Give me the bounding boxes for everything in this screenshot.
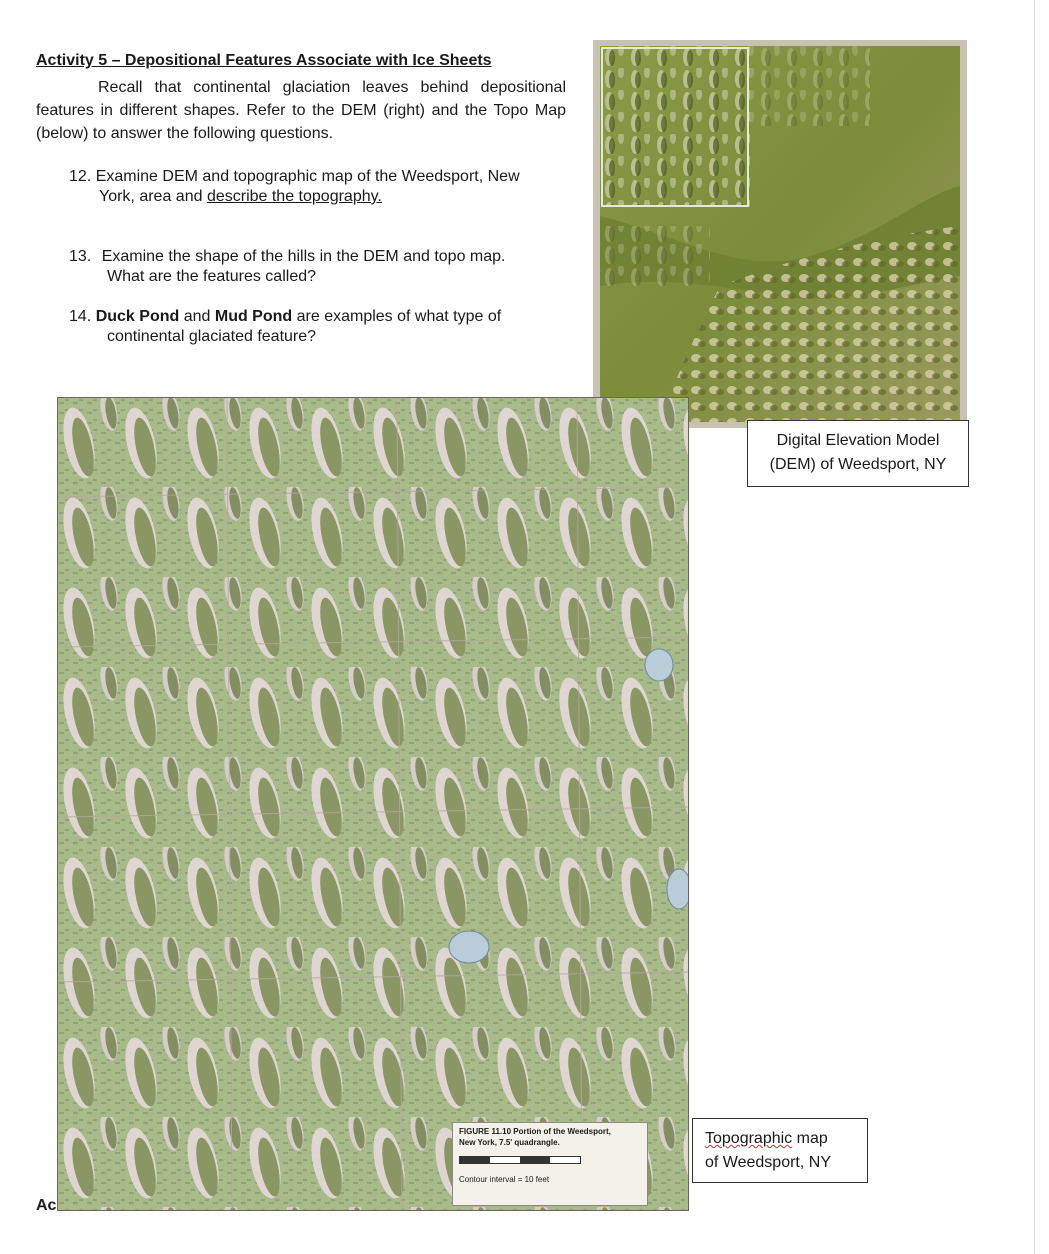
map-figure-legend [452,1122,648,1206]
dem-caption [747,420,969,487]
legend-title: FIGURE 11.10 Portion of the Weedsport, [459,1127,611,1136]
dem-caption-line1: Digital Elevation Model [776,432,940,449]
question-text: continental glaciated feature? [107,328,317,345]
question-text: What are the features called? [107,268,317,285]
question-text: Examine DEM and topographic map of the Weedsport, New [95,168,520,185]
question-12 [69,167,589,207]
question-14: 14. Duck Pond and Mud Pond are examples of what type of continental glaciated feature? [69,307,589,347]
question-number: 12. [69,168,92,185]
topographic-map-image [57,397,689,1211]
topo-relief-image [57,397,689,1211]
question-text: Examine the shape of the hills in the DEM and topo map. [101,248,506,265]
activity-heading: Activity 5 – Depositional Features Associate with Ice Sheets [36,52,492,69]
legend-subtitle: New York, 7.5' quadrangle. [459,1138,560,1147]
dem-relief-image [600,46,960,422]
next-activity-heading-partial: Ac [36,1197,57,1214]
contour-interval: Contour interval = 10 feet [459,1175,550,1184]
topographic-word: Topographic [705,1130,793,1147]
dem-image [593,40,967,428]
question-text: York, area and [99,188,207,205]
scale-bar [459,1156,581,1164]
intro-text: Recall that continental glaciation leaves behind depositional features in different shapes. Refer to the DEM (right) and the Topo Map (below) to answer the following questions. [36,79,566,142]
describe-topography-link: describe the topography. [206,188,382,205]
question-number: 13. [69,248,92,265]
dem-caption-line2: (DEM) of Weedsport, NY [769,456,947,473]
duck-pond-label: Duck Pond [95,308,180,325]
activity-intro [36,76,566,145]
page-edge [1034,0,1035,1254]
topo-caption-line2: of Weedsport, NY [705,1154,831,1171]
topo-caption: Topographic map of Weedsport, NY [692,1118,868,1183]
question-13 [69,247,589,287]
question-number: 14. [69,308,92,325]
mud-pond-label: Mud Pond [214,308,293,325]
